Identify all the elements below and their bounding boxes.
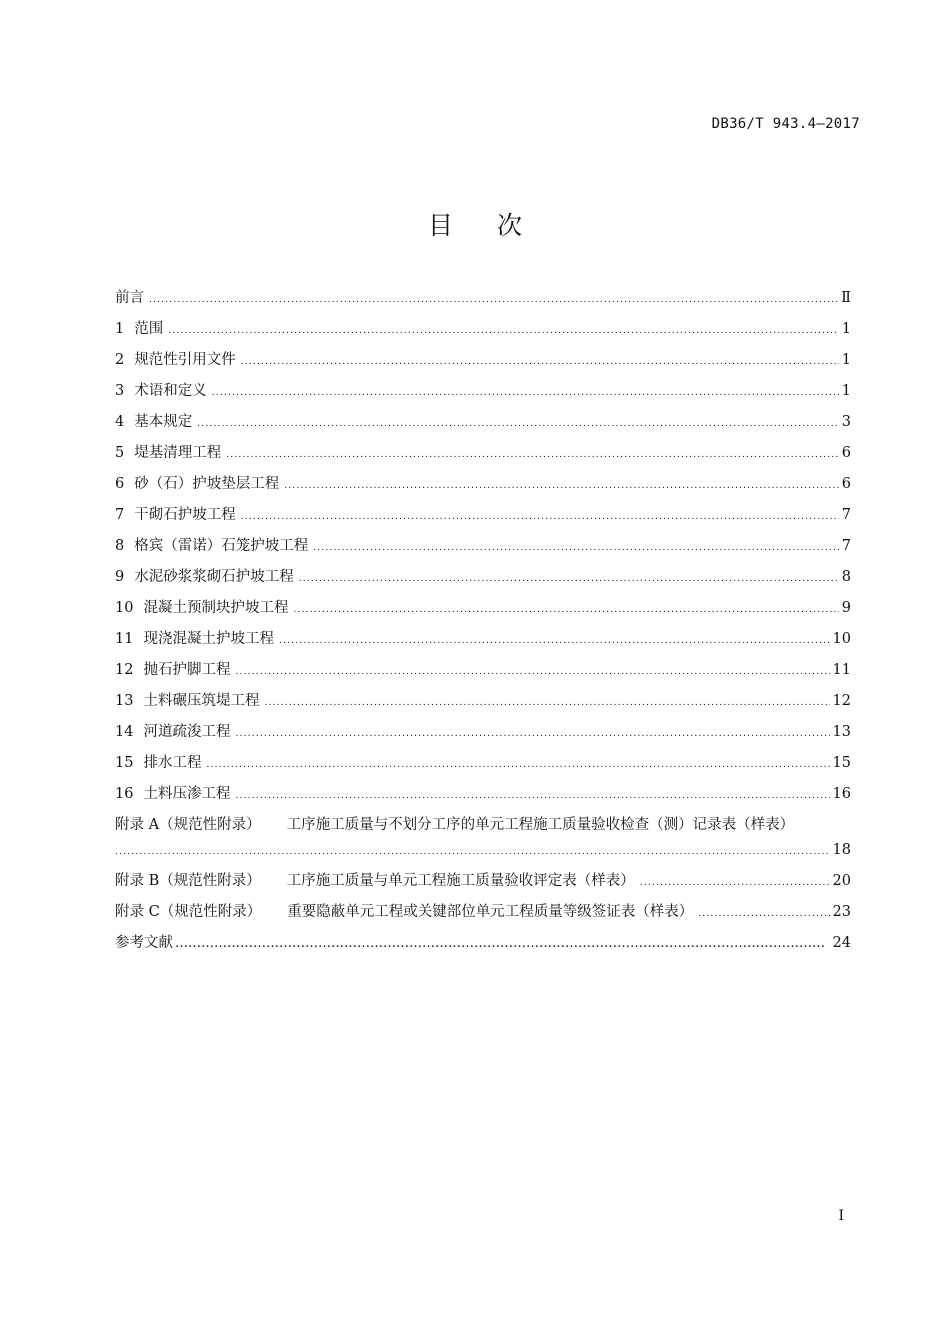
toc-entry-label: 堤基清理工程 <box>134 445 222 461</box>
toc-entry-page: Ⅱ <box>841 290 851 306</box>
appendix-label: 附录 A（规范性附录） <box>115 817 261 833</box>
toc-entry-page: 1 <box>841 383 851 399</box>
toc-entry-label: 格宾（雷诺）石笼护坡工程 <box>134 538 309 554</box>
toc-entry-number: 16 <box>115 786 134 802</box>
toc-entry[interactable] <box>115 690 851 721</box>
toc-entry-label: 土料压渗工程 <box>143 786 231 802</box>
toc-entry-number: 8 <box>115 538 125 554</box>
toc-entry-number: 2 <box>115 352 125 368</box>
toc-leader-dots <box>284 475 839 497</box>
toc-entry-label: 前言 <box>115 290 144 306</box>
title-part-2: 次 <box>497 211 523 240</box>
toc-leader-dots <box>226 444 839 466</box>
toc-entry-page: 15 <box>832 755 851 771</box>
toc-entry-label: 规范性引用文件 <box>134 352 236 368</box>
toc-entry-page: 8 <box>841 569 851 585</box>
toc-entry-page: 16 <box>832 786 851 802</box>
toc-entry[interactable] <box>115 504 851 535</box>
toc-entry-page: 18 <box>832 842 851 858</box>
toc-entry[interactable] <box>115 380 851 411</box>
toc-entry-page: 12 <box>832 693 851 709</box>
toc-leader-dots <box>264 692 829 714</box>
appendix-description: 重要隐蔽单元工程或关键部位单元工程质量等级签证表（样表） <box>287 904 694 920</box>
toc-entry[interactable] <box>115 628 851 659</box>
toc-entry-number: 3 <box>115 383 125 399</box>
appendix-label: 附录 C（规范性附录） <box>115 904 262 920</box>
toc-leader-dots <box>279 630 830 652</box>
toc-entry-label: 河道疏浚工程 <box>143 724 231 740</box>
toc-leader-dots <box>206 754 829 776</box>
toc-entry[interactable] <box>115 721 851 752</box>
toc-leader-dots <box>149 289 838 311</box>
toc-entry-label: 混凝土预制块护坡工程 <box>143 600 289 616</box>
toc-entry-number: 4 <box>115 414 125 430</box>
title-part-1: 目 <box>427 211 453 240</box>
toc-entry-label: 砂（石）护坡垫层工程 <box>134 476 280 492</box>
toc-leader-dots <box>235 785 829 807</box>
toc-entry-label: 现浇混凝土护坡工程 <box>143 631 274 647</box>
toc-leader-dots <box>299 568 839 590</box>
toc-entry-number: 9 <box>115 569 125 585</box>
toc-entry-number: 6 <box>115 476 125 492</box>
toc-entry-page: 1 <box>841 352 851 368</box>
toc-leader-dots <box>197 413 839 435</box>
toc-leader-dots <box>241 351 839 373</box>
toc-entry-page: 7 <box>841 507 851 523</box>
toc-leader-dots <box>235 661 829 683</box>
toc-leader-dots <box>175 933 830 955</box>
toc-leader-dots <box>640 872 830 894</box>
toc-leader-dots <box>241 506 839 528</box>
toc-entry-number: 15 <box>115 755 134 771</box>
toc-entry[interactable] <box>115 752 851 783</box>
toc-entry-appendix-a[interactable] <box>115 814 851 870</box>
toc-leader-dots <box>115 841 830 863</box>
toc-entry-number: 10 <box>115 600 134 616</box>
toc-entry-references[interactable] <box>115 932 851 963</box>
toc-entry-label: 排水工程 <box>143 755 202 771</box>
toc-entry-number: 7 <box>115 507 125 523</box>
toc-entry-preface[interactable] <box>115 287 851 318</box>
appendix-label: 附录 B（规范性附录） <box>115 873 261 889</box>
table-of-contents <box>115 287 851 963</box>
toc-entry-page: 6 <box>841 445 851 461</box>
toc-entry[interactable] <box>115 473 851 504</box>
toc-entry[interactable] <box>115 349 851 380</box>
toc-entry-label: 术语和定义 <box>134 383 207 399</box>
toc-entry-appendix-b[interactable] <box>115 870 851 901</box>
toc-entry-page: 6 <box>841 476 851 492</box>
toc-entry-page: 13 <box>832 724 851 740</box>
toc-entry[interactable] <box>115 318 851 349</box>
toc-entry-page: 23 <box>832 904 851 920</box>
toc-entry[interactable] <box>115 535 851 566</box>
toc-leader-dots <box>293 599 838 621</box>
toc-entry-appendix-c[interactable] <box>115 901 851 932</box>
toc-leader-dots <box>212 382 839 404</box>
toc-entry-number: 1 <box>115 321 125 337</box>
toc-entry-page: 7 <box>841 538 851 554</box>
toc-entry-number: 5 <box>115 445 125 461</box>
toc-entry[interactable] <box>115 783 851 814</box>
toc-entry-number: 13 <box>115 693 134 709</box>
toc-entry-page: 10 <box>832 631 851 647</box>
toc-entry[interactable] <box>115 597 851 628</box>
toc-entry-number: 12 <box>115 662 134 678</box>
toc-entry-page: 3 <box>841 414 851 430</box>
toc-entry-label: 水泥砂浆浆砌石护坡工程 <box>134 569 294 585</box>
toc-entry[interactable] <box>115 442 851 473</box>
document-code: DB36/T 943.4—2017 <box>711 116 860 132</box>
toc-entry-label: 抛石护脚工程 <box>143 662 231 678</box>
toc-entry-label: 范围 <box>134 321 164 337</box>
toc-entry-page: 1 <box>841 321 851 337</box>
toc-entry-number: 14 <box>115 724 134 740</box>
toc-leader-dots <box>235 723 829 745</box>
page-title <box>0 206 950 242</box>
toc-entry-label: 干砌石护坡工程 <box>134 507 236 523</box>
toc-entry-label: 基本规定 <box>134 414 193 430</box>
toc-leader-dots <box>698 903 829 925</box>
appendix-description: 工序施工质量与不划分工序的单元工程施工质量验收检查（测）记录表（样表） <box>286 817 795 833</box>
toc-entry-page: 9 <box>841 600 851 616</box>
toc-entry-page: 20 <box>832 873 851 889</box>
toc-leader-dots <box>313 537 839 559</box>
appendix-description: 工序施工质量与单元工程施工质量验收评定表（样表） <box>286 873 635 889</box>
toc-entry[interactable] <box>115 411 851 442</box>
toc-entry-label: 土料碾压筑堤工程 <box>143 693 260 709</box>
toc-leader-dots <box>168 320 839 342</box>
toc-entry[interactable] <box>115 659 851 690</box>
page-number: I <box>838 1208 844 1224</box>
toc-entry-page: 24 <box>832 935 851 951</box>
toc-entry-page: 11 <box>832 662 851 678</box>
toc-entry[interactable] <box>115 566 851 597</box>
toc-entry-number: 11 <box>115 631 134 647</box>
toc-entry-label: 参考文献 <box>115 935 173 951</box>
